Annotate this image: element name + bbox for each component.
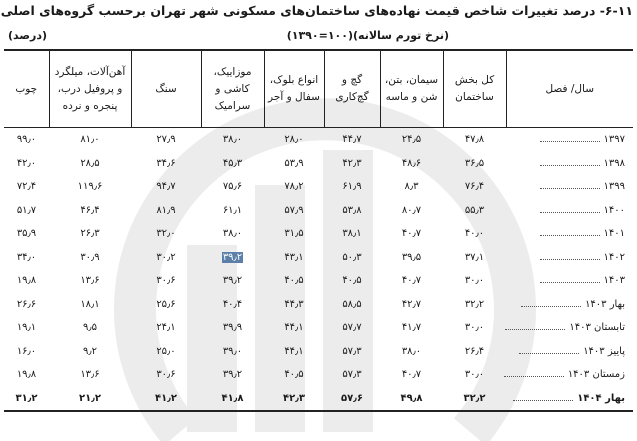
table-cell bbox=[324, 363, 380, 387]
cell-value: ۶۱٫۹ bbox=[342, 181, 362, 193]
cell-value: ۴۱٫۲ bbox=[154, 392, 178, 404]
row-label-text: زمستان ۱۴۰۳ bbox=[567, 369, 625, 381]
row-label bbox=[506, 363, 633, 387]
table-cell bbox=[201, 246, 264, 270]
table-row bbox=[4, 269, 633, 293]
cell-value: ۳۴٫۰ bbox=[16, 251, 37, 263]
table-cell bbox=[131, 152, 201, 176]
table-cell bbox=[201, 222, 264, 246]
cell-value: ۴۱٫۷ bbox=[401, 322, 422, 334]
cell-value: ۴۰٫۷ bbox=[401, 228, 422, 240]
cell-value: ۵۷٫۷ bbox=[342, 322, 362, 334]
table-cell bbox=[49, 363, 131, 387]
cell-value: ۳۰٫۰ bbox=[464, 322, 485, 334]
table-cell bbox=[380, 152, 443, 176]
cell-value: ۳۲٫۲ bbox=[464, 298, 485, 310]
table-cell bbox=[264, 152, 324, 176]
table-cell bbox=[264, 269, 324, 293]
row-label-text: تابستان ۱۴۰۳ bbox=[569, 322, 625, 334]
dot-leader bbox=[540, 188, 600, 189]
cell-value: ۵۷٫۳ bbox=[342, 345, 362, 357]
cell-value: ۳۸٫۰ bbox=[222, 228, 243, 240]
column-header: انواع بلوک، سفال و آجر bbox=[264, 50, 324, 128]
row-label bbox=[506, 316, 633, 340]
table-cell bbox=[131, 222, 201, 246]
table-cell bbox=[4, 363, 49, 387]
cell-value: ۳۲٫۰ bbox=[156, 228, 176, 240]
cell-value: ۴۰٫۴ bbox=[222, 298, 243, 310]
cell-value: ۳۸٫۰ bbox=[222, 134, 243, 146]
table-cell bbox=[380, 199, 443, 223]
table-cell bbox=[264, 175, 324, 199]
cell-value: ۸۱٫۹ bbox=[156, 204, 176, 216]
cell-value: ۱۱۹٫۶ bbox=[77, 181, 103, 193]
cell-value: ۸۰٫۷ bbox=[401, 204, 422, 216]
cell-value: ۱۹٫۸ bbox=[16, 369, 37, 381]
table-cell bbox=[131, 340, 201, 364]
cell-value: ۳۷٫۱ bbox=[464, 251, 485, 263]
table-row bbox=[4, 293, 633, 317]
cell-value: ۴۲٫۰ bbox=[16, 157, 37, 169]
table-cell bbox=[49, 293, 131, 317]
table-cell bbox=[201, 340, 264, 364]
cell-value: ۱۳٫۶ bbox=[80, 369, 100, 381]
cell-value: ۴۲٫۳ bbox=[342, 157, 362, 169]
cell-value: ۳۱٫۲ bbox=[15, 392, 38, 404]
cell-value: ۴۳٫۱ bbox=[284, 251, 304, 263]
table-cell bbox=[324, 387, 380, 412]
table-cell bbox=[443, 387, 506, 412]
table-cell bbox=[380, 246, 443, 270]
row-label bbox=[506, 128, 633, 152]
table-cell bbox=[443, 175, 506, 199]
table-cell bbox=[131, 175, 201, 199]
row-label-text: بهار ۱۴۰۴ bbox=[577, 392, 625, 404]
table-header-row bbox=[4, 50, 633, 128]
dot-leader bbox=[540, 235, 600, 236]
table-row bbox=[4, 199, 633, 223]
cell-value: ۹٫۵ bbox=[83, 322, 97, 334]
cell-value: ۳۴٫۶ bbox=[156, 157, 176, 169]
cell-value: ۳۶٫۵ bbox=[464, 157, 485, 169]
cell-value: ۳۱٫۵ bbox=[284, 228, 304, 240]
table-cell bbox=[4, 199, 49, 223]
table-cell bbox=[443, 293, 506, 317]
cell-value: ۵۱٫۷ bbox=[16, 204, 37, 216]
table-cell bbox=[4, 269, 49, 293]
cell-value: ۲۸٫۰ bbox=[284, 134, 304, 146]
table-cell bbox=[201, 293, 264, 317]
cell-value: ۵۰٫۳ bbox=[342, 251, 362, 263]
cell-value: ۵۷٫۶ bbox=[340, 392, 364, 404]
dot-leader bbox=[519, 353, 579, 354]
cell-value: ۵۳٫۹ bbox=[284, 157, 304, 169]
cell-value: ۷۵٫۶ bbox=[222, 181, 243, 193]
table-cell bbox=[264, 128, 324, 152]
table-cell bbox=[264, 293, 324, 317]
cell-value: ۵۷٫۳ bbox=[342, 369, 362, 381]
table-cell bbox=[380, 340, 443, 364]
cell-value: ۲۱٫۲ bbox=[78, 392, 102, 404]
table-cell bbox=[380, 269, 443, 293]
cell-value: ۳۸٫۱ bbox=[342, 228, 362, 240]
table-cell bbox=[264, 316, 324, 340]
table-cell bbox=[131, 387, 201, 412]
cell-value: ۷۸٫۲ bbox=[284, 181, 304, 193]
table-cell bbox=[264, 363, 324, 387]
table-cell bbox=[131, 128, 201, 152]
cell-value: ۳۹٫۲ bbox=[222, 369, 243, 381]
cell-value: ۳۹٫۲ bbox=[222, 251, 243, 263]
cell-value: ۳۲٫۲ bbox=[463, 392, 486, 404]
cell-value: ۴۱٫۸ bbox=[221, 392, 244, 404]
cell-value: ۵۳٫۸ bbox=[342, 204, 362, 216]
table-title: ۶-۱۱- درصد تغییرات شاخص قیمت نهاده‌های ساختمان‌های مسکونی شهر تهران برحسب گروه‌های اصلی bbox=[0, 3, 633, 18]
table-cell bbox=[4, 387, 49, 412]
table-cell bbox=[443, 128, 506, 152]
table-cell bbox=[380, 363, 443, 387]
table-cell bbox=[324, 128, 380, 152]
cell-value: ۱۳٫۶ bbox=[80, 275, 100, 287]
cell-value: ۳۰٫۹ bbox=[80, 251, 100, 263]
table-cell bbox=[443, 269, 506, 293]
table-cell bbox=[443, 340, 506, 364]
cell-value: ۳۸٫۰ bbox=[401, 345, 422, 357]
cell-value: ۳۹٫۹ bbox=[222, 322, 243, 334]
column-header: سنگ bbox=[131, 50, 201, 128]
row-label bbox=[506, 269, 633, 293]
cell-value: ۴۴٫۳ bbox=[284, 298, 304, 310]
cell-value: ۹٫۲ bbox=[83, 345, 97, 357]
cell-value: ۲۴٫۱ bbox=[156, 322, 176, 334]
table-row bbox=[4, 246, 633, 270]
table-cell bbox=[201, 316, 264, 340]
cell-value: ۳۹٫۵ bbox=[401, 251, 422, 263]
column-header: موزاییک، کاشی و سرامیک bbox=[201, 50, 264, 128]
cell-value: ۴۰٫۷ bbox=[401, 369, 422, 381]
cell-value: ۱۶٫۰ bbox=[16, 345, 37, 357]
cell-value: ۲۷٫۹ bbox=[156, 134, 176, 146]
table-cell bbox=[131, 293, 201, 317]
table-cell bbox=[264, 387, 324, 412]
cell-value: ۳۹٫۲ bbox=[222, 275, 243, 287]
row-label-text: بهار ۱۴۰۳ bbox=[585, 298, 625, 310]
cell-value: ۲۶٫۳ bbox=[80, 228, 100, 240]
table-cell bbox=[49, 269, 131, 293]
cell-value: ۳۰٫۶ bbox=[156, 275, 176, 287]
table-cell bbox=[380, 387, 443, 412]
table-row bbox=[4, 152, 633, 176]
row-label bbox=[506, 246, 633, 270]
dot-leader bbox=[540, 165, 600, 166]
table-row bbox=[4, 340, 633, 364]
cell-value: ۴۶٫۴ bbox=[80, 204, 100, 216]
table-body bbox=[4, 128, 633, 412]
table-cell bbox=[443, 316, 506, 340]
table-cell bbox=[4, 293, 49, 317]
cell-value: ۴۲٫۳ bbox=[282, 392, 306, 404]
cell-value: ۲۸٫۵ bbox=[80, 157, 100, 169]
row-label bbox=[506, 199, 633, 223]
table-cell bbox=[324, 269, 380, 293]
cell-value: ۴۰٫۵ bbox=[342, 275, 362, 287]
table-cell bbox=[380, 316, 443, 340]
table-cell bbox=[443, 222, 506, 246]
cell-value: ۲۵٫۶ bbox=[156, 298, 176, 310]
table-cell bbox=[4, 316, 49, 340]
table-cell bbox=[324, 175, 380, 199]
cell-value: ۳۰٫۲ bbox=[156, 251, 176, 263]
row-label-text: ۱۴۰۱ bbox=[603, 228, 625, 240]
cell-value: ۴۴٫۷ bbox=[342, 134, 362, 146]
cell-value: ۲۶٫۴ bbox=[464, 345, 485, 357]
row-label-text: ۱۳۹۸ bbox=[603, 157, 625, 169]
cell-value: ۳۹٫۰ bbox=[222, 345, 243, 357]
table-cell bbox=[49, 152, 131, 176]
table-row bbox=[4, 175, 633, 199]
dot-leader bbox=[505, 329, 565, 330]
table-cell bbox=[443, 363, 506, 387]
table-cell bbox=[324, 199, 380, 223]
table-cell bbox=[4, 152, 49, 176]
row-label-text: پاییز ۱۴۰۳ bbox=[583, 345, 625, 357]
cell-value: ۲۶٫۶ bbox=[16, 298, 37, 310]
dot-leader bbox=[521, 306, 581, 307]
cell-value: ۷۶٫۴ bbox=[464, 181, 485, 193]
table-cell bbox=[49, 222, 131, 246]
table-cell bbox=[380, 222, 443, 246]
table-cell bbox=[264, 340, 324, 364]
table-cell bbox=[324, 316, 380, 340]
row-label bbox=[506, 175, 633, 199]
table-cell bbox=[49, 387, 131, 412]
cell-value: ۶۱٫۱ bbox=[222, 204, 243, 216]
cell-value: ۴۰٫۵ bbox=[284, 275, 304, 287]
table-cell bbox=[201, 199, 264, 223]
table-cell bbox=[131, 316, 201, 340]
table-cell bbox=[201, 269, 264, 293]
column-header: سال/ فصل bbox=[506, 50, 633, 128]
cell-value: ۵۸٫۵ bbox=[342, 298, 362, 310]
row-label-text: ۱۴۰۳ bbox=[603, 275, 625, 287]
table-row bbox=[4, 363, 633, 387]
cell-value: ۴۰٫۰ bbox=[464, 228, 485, 240]
table-cell bbox=[131, 199, 201, 223]
row-label-text: ۱۳۹۹ bbox=[603, 181, 625, 193]
table-cell bbox=[131, 246, 201, 270]
cell-value: ۳۰٫۰ bbox=[464, 369, 485, 381]
cell-value: ۹۹٫۰ bbox=[16, 134, 37, 146]
table-cell bbox=[264, 199, 324, 223]
cell-value: ۴۰٫۵ bbox=[284, 369, 304, 381]
cell-value: ۸٫۳ bbox=[404, 181, 419, 193]
table-cell bbox=[443, 246, 506, 270]
table-cell bbox=[324, 293, 380, 317]
table-cell bbox=[264, 222, 324, 246]
row-label-text: ۱۴۰۰ bbox=[603, 204, 625, 216]
cell-value: ۴۴٫۱ bbox=[284, 345, 304, 357]
cell-value: ۴۹٫۸ bbox=[400, 392, 423, 404]
table-cell bbox=[4, 222, 49, 246]
cell-value: ۳۵٫۹ bbox=[16, 228, 37, 240]
table-cell bbox=[49, 199, 131, 223]
table-cell bbox=[201, 175, 264, 199]
cell-value: ۳۰٫۶ bbox=[156, 369, 176, 381]
table-cell bbox=[201, 387, 264, 412]
table-cell bbox=[49, 340, 131, 364]
row-label-text: ۱۳۹۷ bbox=[603, 134, 625, 146]
table-row bbox=[4, 387, 633, 412]
table-cell bbox=[264, 246, 324, 270]
cell-value: ۱۸٫۱ bbox=[80, 298, 100, 310]
table-cell bbox=[4, 128, 49, 152]
cell-value: ۵۷٫۹ bbox=[284, 204, 304, 216]
cell-value: ۲۴٫۵ bbox=[401, 134, 422, 146]
row-label bbox=[506, 340, 633, 364]
table-cell bbox=[380, 293, 443, 317]
table-cell bbox=[131, 269, 201, 293]
cell-value: ۲۵٫۰ bbox=[156, 345, 176, 357]
column-header: گچ و گچ‌کاری bbox=[324, 50, 380, 128]
column-header: آهن‌آلات، میلگرد و پروفیل درب، پنجره و نرده bbox=[49, 50, 131, 128]
table-cell bbox=[49, 246, 131, 270]
cell-value: ۴۸٫۶ bbox=[401, 157, 422, 169]
cell-value: ۵۵٫۳ bbox=[464, 204, 485, 216]
cell-value: ۴۴٫۱ bbox=[284, 322, 304, 334]
row-label bbox=[506, 387, 633, 412]
table-cell bbox=[49, 316, 131, 340]
table-cell bbox=[324, 152, 380, 176]
dot-leader bbox=[540, 212, 600, 213]
column-header: سیمان، بتن، شن و ماسه bbox=[380, 50, 443, 128]
table-cell bbox=[324, 222, 380, 246]
cell-value: ۴۲٫۷ bbox=[401, 298, 422, 310]
table-cell bbox=[131, 363, 201, 387]
row-label-text: ۱۴۰۲ bbox=[603, 251, 625, 263]
cell-value: ۹۴٫۷ bbox=[156, 181, 176, 193]
cell-value: ۱۹٫۸ bbox=[16, 275, 37, 287]
table-cell bbox=[443, 199, 506, 223]
cell-value: ۴۷٫۸ bbox=[464, 134, 485, 146]
table-cell bbox=[201, 128, 264, 152]
cell-value: ۱۹٫۱ bbox=[16, 322, 37, 334]
table-cell bbox=[4, 175, 49, 199]
table-cell bbox=[324, 246, 380, 270]
dot-leader bbox=[513, 400, 573, 401]
column-header: چوب bbox=[4, 50, 49, 128]
table-cell bbox=[4, 340, 49, 364]
table-cell bbox=[324, 340, 380, 364]
table-row bbox=[4, 128, 633, 152]
row-label bbox=[506, 293, 633, 317]
table-row bbox=[4, 222, 633, 246]
unit-label: (درصد) bbox=[8, 29, 48, 42]
cell-value: ۳۰٫۰ bbox=[464, 275, 485, 287]
table-subtitle: (نرخ تورم سالانه)(۱۰۰=۱۳۹۰) bbox=[286, 29, 449, 42]
row-label bbox=[506, 152, 633, 176]
table-cell bbox=[49, 128, 131, 152]
dot-leader bbox=[540, 282, 600, 283]
table-cell bbox=[201, 152, 264, 176]
dot-leader bbox=[540, 141, 600, 142]
table-cell bbox=[201, 363, 264, 387]
row-label bbox=[506, 222, 633, 246]
price-index-table bbox=[4, 49, 633, 412]
cell-value: ۴۵٫۳ bbox=[222, 157, 243, 169]
cell-value: ۴۰٫۷ bbox=[401, 275, 422, 287]
table-row bbox=[4, 316, 633, 340]
dot-leader bbox=[504, 376, 564, 377]
table-cell bbox=[49, 175, 131, 199]
dot-leader bbox=[540, 259, 600, 260]
cell-value: ۸۱٫۰ bbox=[80, 134, 100, 146]
table-cell bbox=[4, 246, 49, 270]
cell-value: ۷۲٫۴ bbox=[16, 181, 37, 193]
table-cell bbox=[443, 152, 506, 176]
table-cell bbox=[380, 175, 443, 199]
column-header: کل بخش ساختمان bbox=[443, 50, 506, 128]
table-cell bbox=[380, 128, 443, 152]
